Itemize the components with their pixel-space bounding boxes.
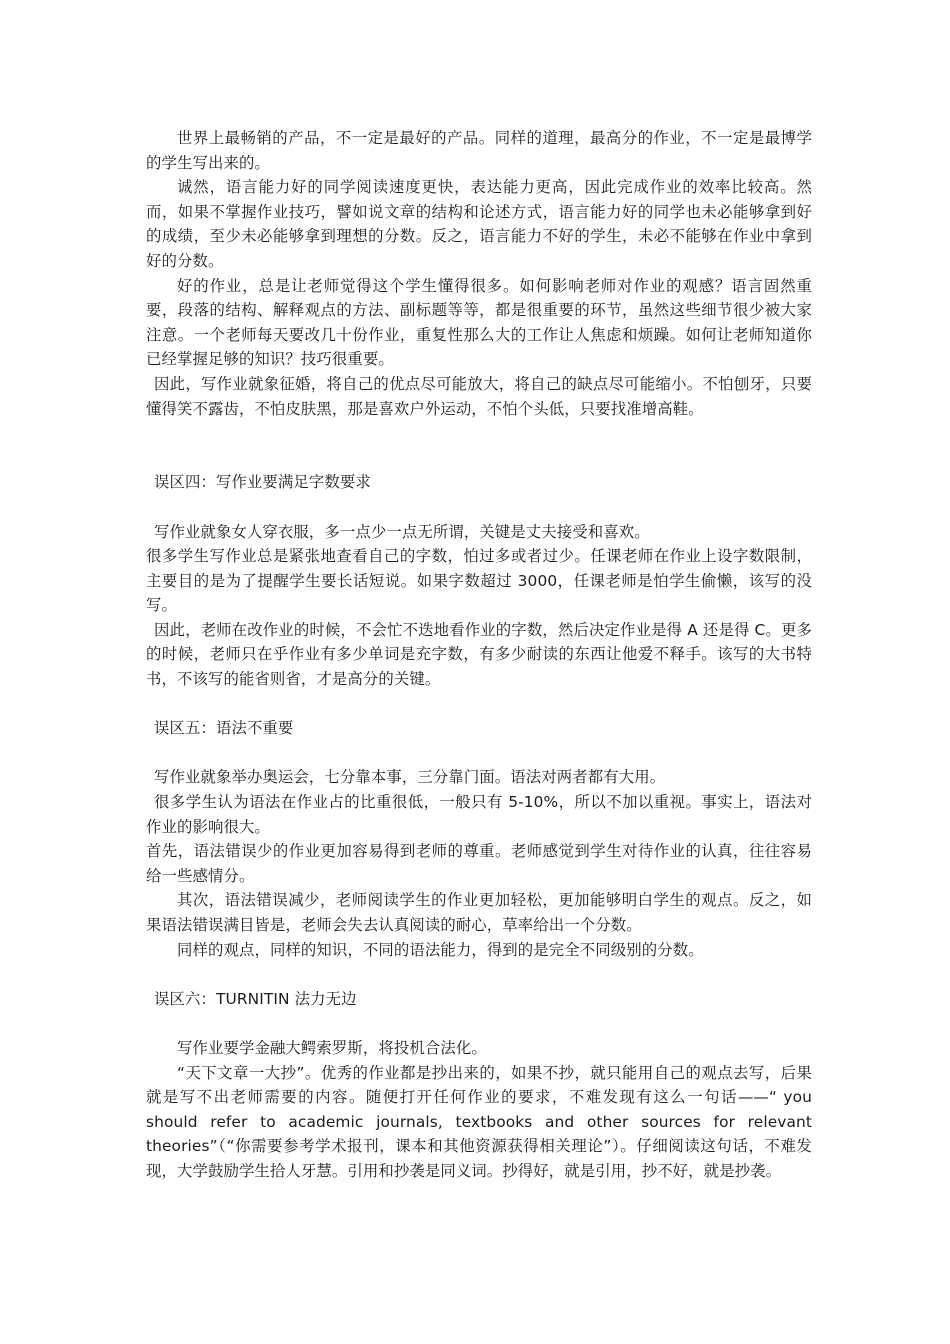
paragraph: 首先，语法错误少的作业更加容易得到老师的尊重。老师感觉到学生对待作业的认真，往往容易给一些感情分。 [146,842,812,885]
spacer [146,962,812,987]
paragraph: “天下文章一大抄”。优秀的作业都是抄出来的，如果不抄，就只能用自己的观点去写，后果就是写不出老师需要的内容。随便打开任何作业的要求，不难发现有这么一句话——“ you should refer to academic journals, textbooks and other sources for relevant theories”（“你需要参考学术报刊，课本和其他资源获得相关理论”）。仔细阅读这句话，不难发现，大学鼓励学生拾人牙慧。引用和抄袭是同义词。抄得好，就是引用，抄不好，就是抄袭。 [146,1063,812,1180]
spacer [146,495,812,520]
paragraph: 很多学生认为语法在作业占的比重很低，一般只有 5-10%，所以不加以重视。事实上，语法对作业的影响很大。 [146,793,812,836]
paragraph: 写作业要学金融大鳄索罗斯，将投机合法化。 [177,1038,487,1057]
document-body [146,126,812,1184]
spacer [146,741,812,766]
spacer [146,421,812,470]
paragraph: 其次，语法错误减少，老师阅读学生的作业更加轻松，更加能够明白学生的观点。反之，如果语法错误满目皆是，老师会失去认真阅读的耐心，草率给出一个分数。 [146,891,812,934]
paragraph: 写作业就象举办奥运会，七分靠本事，三分靠门面。语法对两者都有大用。 [154,768,666,787]
paragraph: 好的作业，总是让老师觉得这个学生懂得很多。如何影响老师对作业的观感？语言固然重要，段落的结构、解释观点的方法、副标题等等，都是很重要的环节，虽然这些细节很少被大家注意。一个老师每天要改几十份作业，重复性那么大的工作让人焦虑和烦躁。如何让老师知道你已经掌握足够的知识？技巧很重要。 [146,276,812,369]
paragraph: 诚然，语言能力好的同学阅读速度更快，表达能力更高，因此完成作业的效率比较高。然而，如果不掌握作业技巧，譬如说文章的结构和论述方式，语言能力好的同学也未必能够拿到好的成绩，至少未必能够拿到理想的分数。反之，语言能力不好的学生，未必不能够在作业中拿到好的分数。 [146,178,812,270]
spacer [146,692,812,717]
section-heading: 误区四：写作业要满足字数要求 [154,473,371,492]
section-heading: 误区五：语法不重要 [154,719,294,738]
section-heading: 误区六：TURNITIN 法力无边 [154,989,357,1008]
paragraph: 写作业就象女人穿衣服，多一点少一点无所谓，关键是丈夫接受和喜欢。 [154,522,650,541]
paragraph: 因此，老师在改作业的时候，不会忙不迭地看作业的字数，然后决定作业是得 A 还是得 C。更多的时候，老师只在乎作业有多少单词是充字数，有多少耐读的东西让他爱不释手。该写的大书特书，不该写的能省则省，才是高分的关键。 [146,620,812,689]
paragraph: 很多学生写作业总是紧张地查看自己的字数，怕过多或者过少。任课老师在作业上设字数限制，主要目的是为了提醒学生要长话短说。如果字数超过 3000，任课老师是怕学生偷懒，该写的没写。 [146,547,812,615]
paragraph: 世界上最畅销的产品，不一定是最好的产品。同样的道理，最高分的作业，不一定是最博学的学生写出来的。 [146,129,812,172]
paragraph: 同样的观点，同样的知识，不同的语法能力，得到的是完全不同级别的分数。 [177,940,704,959]
paragraph: 因此，写作业就象征婚，将自己的优点尽可能放大，将自己的缺点尽可能缩小。不怕刨牙，只要懂得笑不露齿，不怕皮肤黑，那是喜欢户外运动，不怕个头低，只要找准增高鞋。 [146,374,812,418]
spacer [146,1011,812,1036]
